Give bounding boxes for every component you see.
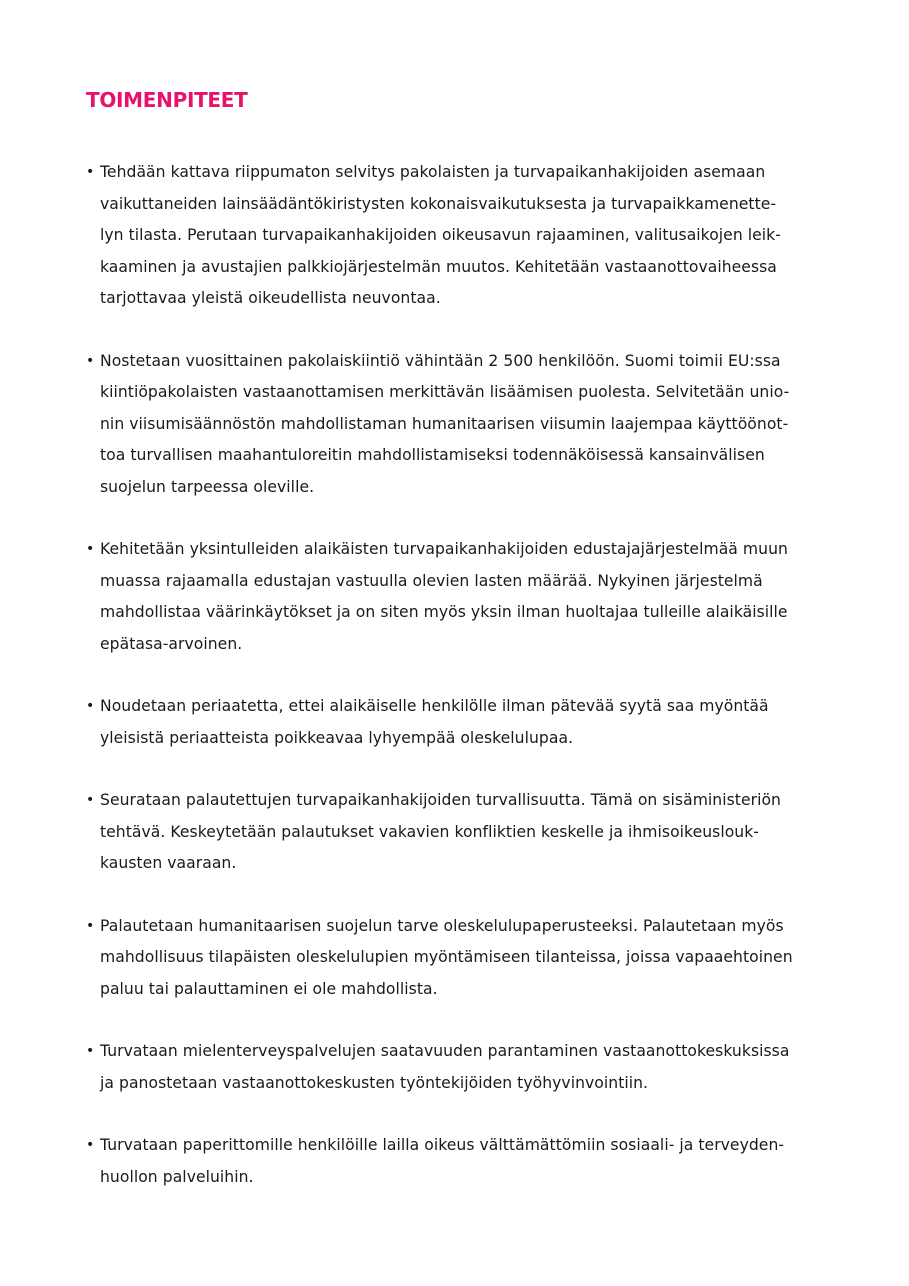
text-line: Noudetaan periaatetta, ettei alaikäiselle henkilölle ilman pätevää syytä saa myöntää xyxy=(100,697,769,715)
item-spacer xyxy=(86,754,826,785)
bullet-icon: • xyxy=(86,917,95,934)
text-line: yleisistä periaatteista poikkeavaa lyhyempää oleskelulupaa. xyxy=(100,728,574,747)
text-line: Palautetaan humanitaarisen suojelun tarve oleskelulupaperusteeksi. Palautetaan myös xyxy=(100,916,784,935)
text-line: paluu tai palauttaminen ei ole mahdollista. xyxy=(100,979,438,998)
list-item xyxy=(86,534,826,660)
list-item-text xyxy=(100,534,826,660)
text-line: mahdollisuus tilapäisten oleskelulupien myöntämiseen tilanteissa, joissa vapaaehtoinen xyxy=(100,948,793,966)
list-item xyxy=(86,1036,826,1099)
text-line: vaikuttaneiden lainsäädäntökiristysten kokonaisvaikutuksesta ja turvapaikkamenette- xyxy=(100,194,777,213)
text-line: nin viisumisäännöstön mahdollistaman humanitaarisen viisumin laajempaa käyttöönot- xyxy=(100,414,789,433)
list-item xyxy=(86,157,826,315)
text-line: toa turvallisen maahantuloreitin mahdollistamiseksi todennäköisessä kansainvälisen xyxy=(100,446,765,464)
text-line: Turvataan paperittomille henkilöille lailla oikeus välttämättömiin sosiaali- ja terveyden- xyxy=(100,1136,785,1154)
list-item xyxy=(86,691,826,754)
text-line: ja panostetaan vastaanottokeskusten työntekijöiden työhyvinvointiin. xyxy=(100,1073,649,1092)
text-line: mahdollistaa väärinkäytökset ja on siten myös yksin ilman huoltajaa tulleille alaikäisille xyxy=(100,603,788,621)
bullet-icon: • xyxy=(86,1043,95,1059)
measures-list xyxy=(86,157,826,1193)
item-spacer xyxy=(86,503,826,534)
list-item-text xyxy=(100,691,826,754)
item-spacer xyxy=(86,315,826,346)
text-line: Nostetaan vuosittainen pakolaiskiintiö vähintään 2 500 henkilöön. Suomi toimii EU:ssa xyxy=(100,351,781,370)
item-spacer xyxy=(86,880,826,911)
section-heading: TOIMENPITEET xyxy=(86,88,248,112)
text-line: lyn tilasta. Perutaan turvapaikanhakijoiden oikeusavun rajaaminen, valitusaikojen leik- xyxy=(100,226,781,244)
bullet-icon: • xyxy=(86,541,95,557)
text-line: kausten vaaraan. xyxy=(100,854,237,872)
list-item-text xyxy=(100,157,826,315)
list-item xyxy=(86,785,826,880)
item-spacer xyxy=(86,1099,826,1130)
bullet-icon: • xyxy=(86,1137,95,1153)
list-item xyxy=(86,911,826,1006)
bullet-icon: • xyxy=(86,164,95,180)
text-line: muassa rajaamalla edustajan vastuulla olevien lasten määrää. Nykyinen järjestelmä xyxy=(100,571,763,590)
text-line: Kehitetään yksintulleiden alaikäisten turvapaikanhakijoiden edustajajärjestelmää muun xyxy=(100,540,788,558)
text-line: tehtävä. Keskeytetään palautukset vakavien konfliktien keskelle ja ihmisoikeuslouk- xyxy=(100,822,759,841)
text-line: kaaminen ja avustajien palkkiojärjestelmän muutos. Kehitetään vastaanottovaiheessa xyxy=(100,257,777,276)
list-item-text xyxy=(100,911,826,1006)
bullet-icon: • xyxy=(86,352,95,369)
item-spacer xyxy=(86,660,826,691)
item-spacer xyxy=(86,1005,826,1036)
list-item-text xyxy=(100,785,826,880)
text-line: epätasa-arvoinen. xyxy=(100,634,243,653)
text-line: Seurataan palautettujen turvapaikanhakijoiden turvallisuutta. Tämä on sisäministeriön xyxy=(100,791,781,809)
list-item-text xyxy=(100,1036,826,1099)
list-item xyxy=(86,346,826,504)
list-item xyxy=(86,1130,826,1193)
list-item-text xyxy=(100,1130,826,1193)
text-line: Turvataan mielenterveyspalvelujen saatavuuden parantaminen vastaanottokeskuksissa xyxy=(100,1042,790,1060)
text-line: kiintiöpakolaisten vastaanottamisen merkittävän lisäämisen puolesta. Selvitetään unio- xyxy=(100,383,790,401)
bullet-icon: • xyxy=(86,698,95,714)
text-line: suojelun tarpeessa oleville. xyxy=(100,477,315,496)
text-line: tarjottavaa yleistä oikeudellista neuvontaa. xyxy=(100,289,441,307)
text-line: Tehdään kattava riippumaton selvitys pakolaisten ja turvapaikanhakijoiden asemaan xyxy=(100,163,766,181)
list-item-text xyxy=(100,346,826,504)
text-line: huollon palveluihin. xyxy=(100,1167,254,1186)
bullet-icon: • xyxy=(86,792,95,808)
